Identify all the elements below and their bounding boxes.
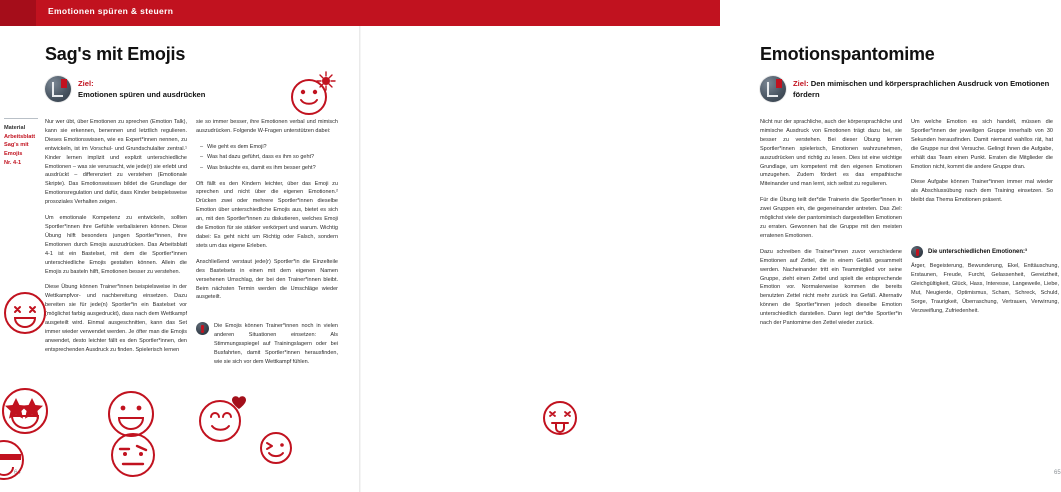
emotions-list: Ärger, Begeisterung, Bewunderung, Ekel, Enttäuschung, Erstaunen, Freude, Furcht, Gelassenheit, Gereiztheit, Gleichgültigkeit, Glück, Hass, Interesse, Langeweile, Liebe, Mut, Neugierde, Optimismus, Scham, Schreck, Schuld, Sorge, Traurigkeit, Überraschung, Vertrauen, Verwirrung, Verzweiflung, Zufriedenheit. — [911, 263, 1059, 314]
margin-note-line1: Arbeitsblatt — [4, 133, 36, 140]
emotions-callout — [911, 246, 1059, 315]
info-icon — [911, 246, 923, 258]
left-goal-value: Emotionen spüren und ausdrücken — [78, 90, 206, 99]
right-goal-value: Den mimischen und körpersprachlichen Ausdruck von Emotionen fördern — [793, 79, 1050, 99]
paragraph: sie so immer besser, ihre Emotionen verbal und mimisch auszudrücken. Folgende W-Fragen unterstützen dabei: — [196, 119, 338, 134]
smiley-annoyed-icon — [108, 430, 158, 480]
info-icon — [196, 322, 209, 335]
right-page-title: Emotionspantomime — [760, 44, 935, 64]
paragraph: Oft fällt es den Kindern leichter, über das Emoji zu sprechen und nicht über die eigenen Emotionen.² Drücken zwei oder mehrere Sportler*innen dieselbe Emotion über unterschiedliche Emojis aus, bietet es sich an, mit den Sportler*innen zu diskutieren, welches Emoji die Emotion für sie stärker verkörpert und warum. Wichtig dabei: Es geht nicht um Richtig oder Falsch, sondern stets um das eigene Erleben. — [196, 180, 338, 249]
paragraph: Anschließend verstaut jede(r) Sportler*in die Einzelteile des Bastelsets in einen mit dem eigenen Namen versehenen Umschlag, der bei den Trainer*innen bleibt. Beim nächsten Termin werden die Umschläge wieder ausgeteilt. — [196, 258, 338, 301]
left-page — [0, 0, 360, 492]
list-item: – Was hat dazu geführt, dass es ihm so geht? — [203, 153, 338, 162]
paragraph: Nur wer übt, über Emotionen zu sprechen (Emotion Talk), kann sie erkennen, benennen und letztlich regulieren. Dieses Emotionswissen, wie es Expert*innen nennen, zu entwickeln, ist im Vorschul- und Grundschulalter zentral.¹ Kinder lernen implizit und explizit unterschiedliche Emotionen – was sie verursacht, wie jede(r) sie erlebt und ausdrückt – differenziert zu verstehen (Emotionale Skripte). Das Emotionswissen bildet die Grundlage der Emotionsregulation und dafür, dass Kinder beispielsweise prosoziales Verhalten zeigen. — [45, 119, 187, 206]
left-goal-block — [45, 76, 295, 102]
left-folio: 64 — [14, 470, 21, 476]
margin-note — [4, 118, 42, 167]
left-column-2 — [196, 118, 338, 309]
left-goal-text — [78, 76, 205, 100]
list-item: – Was bräuchte es, damit es ihm besser geht? — [203, 164, 338, 173]
paragraph: Um emotionale Kompetenz zu entwickeln, sollten Sportler*innen ihre Gefühle verbalisieren können. Diese Übung hilft besonders jungen Sportler*innen, ihre Emotionen durch Emojis auszudrücken. Das Arbeitsblatt 4-1 ist ein Bastelset, mit dem die Sportler*innen unterschiedliche Emojis gestalten können. Allein die Emojis zu basteln hilft, Emotionen besser zu verstehen. — [45, 215, 187, 275]
right-column-1 — [760, 118, 902, 335]
margin-note-rule — [4, 118, 38, 119]
right-goal-block — [760, 76, 1050, 102]
right-folio: 65 — [1054, 470, 1061, 476]
paragraph: Dazu schreiben die Trainer*innen zuvor verschiedene Emotionen auf Zettel, die in einem Gefäß gesammelt werden. Nacheinander tritt ein Teammitglied vor seine Gruppe, zieht einen Zettel und spielt die entsprechende Emotion vor. Normalerweise kommen die bereits benutzten Zettel nicht mehr zurück ins Gefäß. Alternativ können die Sportler*innen jedoch dieselbe Emotion unterschiedlich darstellen. Dann legt der*die Sportler*in nach der Pantomime den Zettel wieder zurück. — [760, 248, 902, 327]
smiley-xeyes-grin-icon — [2, 290, 48, 336]
paragraph: Um welche Emotion es sich handelt, müssen die Sportler*innen der jeweiligen Gruppe innerhalb von 30 Sekunden herausfinden. Damit niemand wahllos rät, hat die Gruppe nur drei Versuche. Gelingt ihnen die Aufgabe, erhält das Team einen Punkt. Erraten die Mitglieder die Emotion nicht, kommt die andere Gruppe dran. — [911, 119, 1053, 170]
emotions-callout-head — [911, 246, 1059, 258]
margin-note-line4: Nr. 4-1 — [4, 159, 22, 166]
right-column-2 — [911, 118, 1053, 212]
left-column-1 — [45, 118, 187, 362]
left-page-title: Sag's mit Emojis — [45, 44, 186, 64]
running-title: Emotionen spüren & steuern — [48, 6, 174, 16]
margin-note-line3: Emojis — [4, 150, 23, 157]
smiley-wink-small-icon — [258, 430, 294, 466]
paragraph: Diese Übung können Trainer*innen beispielsweise in der Wettkampfvor- und nachbereitung einsetzen. Dazu bereiten sie für jede(n) Sportler*in ein Bastelset vor (möglichst farbig ausgedruckt), dass nach dem Wettkampf ausgeteilt wird. Einmal ausgeschnitten, kann das Set immer wieder verwendet werden. Je öfter man die Emojis anwendet, desto leichter fällt es den Sportler*innen, den entsprechenden Ausdruck zu finden. Spielerisch lernen — [45, 284, 187, 353]
right-goal-text — [793, 76, 1050, 100]
left-goal-label: Ziel: — [78, 79, 94, 88]
badge-flag-icon — [61, 79, 67, 88]
right-page — [360, 0, 1061, 492]
smiley-tongue-out-icon — [540, 398, 580, 438]
smiley-sunglasses-icon — [0, 438, 26, 482]
smiley-sparkle-icon — [286, 70, 338, 120]
badge-flag-icon — [776, 79, 782, 88]
margin-note-head: Material — [4, 125, 26, 131]
emotions-callout-title: Die unterschiedlichen Emotionen:³ — [928, 249, 1028, 255]
goal-badge-icon — [45, 76, 71, 102]
left-tip-callout — [196, 322, 338, 367]
margin-note-line2: Sag's mit — [4, 142, 29, 149]
goal-badge-icon — [760, 76, 786, 102]
w-questions-list — [196, 143, 338, 173]
smiley-star-eyes-icon — [0, 378, 56, 440]
left-tip-text: Die Emojis können Trainer*innen noch in vielen anderen Situationen einsetzen: Als Stimmungsspiegel auf Trainingslagern oder bei Busfahrten, damit Sportler*innen herausfinden, wie sie sich vor dem Wettkampf fühlen. — [214, 323, 338, 365]
right-goal-label: Ziel: — [793, 79, 809, 88]
paragraph: Diese Aufgabe können Trainer*innen immer mal wieder als Abschlussübung nach dem Training einsetzen. So bleibt das Thema Emotionen präsent. — [911, 179, 1053, 204]
paragraph: Nicht nur der sprachliche, auch der körpersprachliche und mimische Ausdruck von Emotionen trägt dazu bei, sie besser zu verstehen. Bei dieser Übung lernen Sportler*innen spielerisch, Emotionen wahrzunehmen, auszudrücken und richtig zu lesen. Dies ist eine wichtige Grundlage, um kompetent mit den eigenen Emotionen umzugehen. Zudem fördert es das empathische Miteinander und man lernt, sich selbst zu regulieren. — [760, 119, 902, 188]
paragraph: Für die Übung teilt der*die Trainerin die Sportler*innen in zwei Gruppen ein, die gegeneinander antreten. Das Ziel: möglichst viele der pantomimisch dargestellten Emotionen zu erraten. Gewonnen hat die Gruppe mit den meisten erratenen Emotionen. — [760, 197, 902, 239]
smiley-heart-icon — [195, 392, 253, 446]
list-item: – Wie geht es dem Emoji? — [203, 143, 338, 152]
